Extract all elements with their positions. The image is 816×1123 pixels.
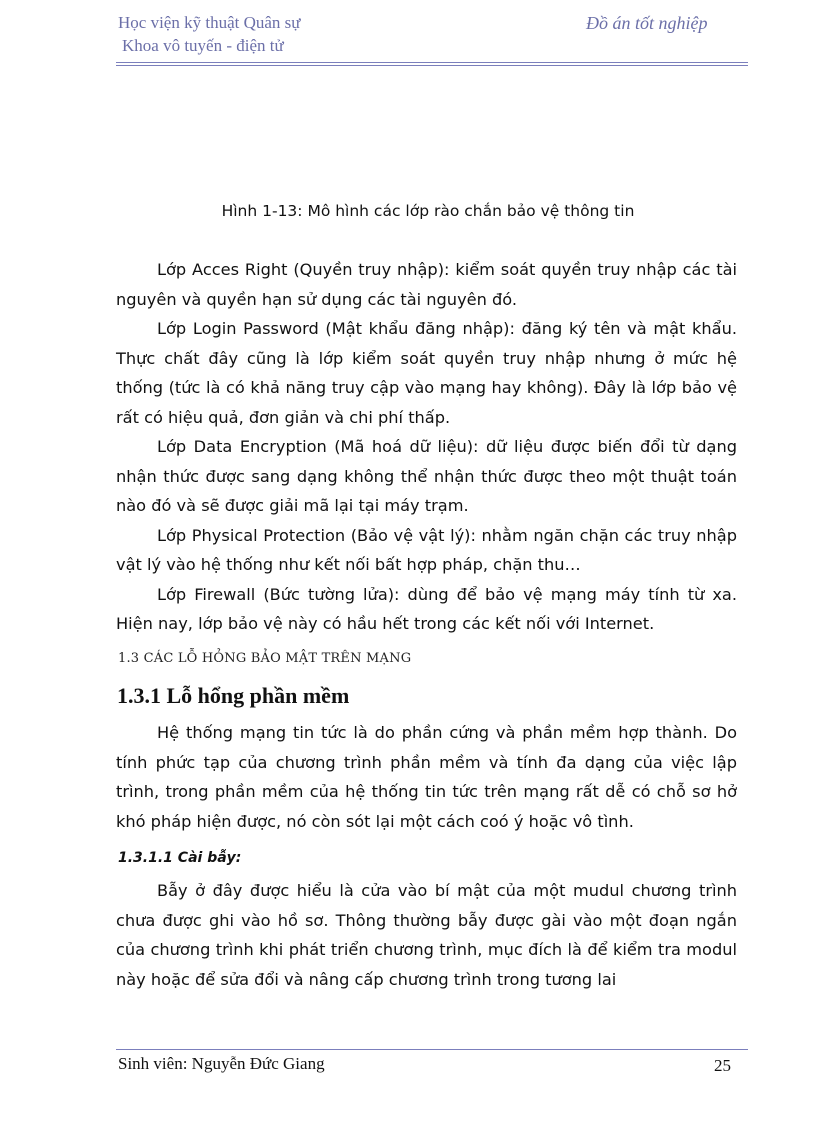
section-heading-1-3-1: 1.3.1 Lỗ hổng phần mềm <box>117 683 350 708</box>
header-faculty: Khoa vô tuyến - điện tử <box>122 36 284 55</box>
paragraph: Bẫy ở đây được hiểu là cửa vào bí mật của một mudul chương trình chưa được ghi vào hồ sơ. Thông thường bẫy được gài vào một đoạn ngắn của chương trình khi phát triển chương trình, mục đích là để kiểm tra modul này hoặc để sửa đổi và nâng cấp chương trình trong tương lai <box>116 881 737 989</box>
section-heading-1-3-1-1: 1.3.1.1 Cài bẫy: <box>118 850 242 866</box>
protection-layers-text <box>116 255 737 639</box>
trapdoor-text <box>116 876 737 994</box>
footer-rule <box>116 1049 748 1050</box>
paragraph: Lớp Physical Protection (Bảo vệ vật lý): nhằm ngăn chặn các truy nhập vật lý vào hệ thống như kết nối bất hợp pháp, chặn thu… <box>116 525 737 574</box>
page-number: 25 <box>714 1056 731 1075</box>
header-institution: Học viện kỹ thuật Quân sự <box>118 13 301 32</box>
header-rule-secondary <box>116 65 748 66</box>
paragraph: Lớp Data Encryption (Mã hoá dữ liệu): dữ liệu được biến đổi từ dạng nhận thức được sang dạng không thể nhận thức được theo một thuật toán nào đó và sẽ được giải mã lại tại máy trạm. <box>116 437 737 515</box>
figure-caption: Hình 1-13: Mô hình các lớp rào chắn bảo vệ thông tin <box>221 202 635 220</box>
header-doc-type: Đồ án tốt nghiệp <box>586 13 708 33</box>
paragraph: Lớp Firewall (Bức tường lửa): dùng để bảo vệ mạng máy tính từ xa. Hiện nay, lớp bảo vệ này có hầu hết trong các kết nối với Internet. <box>116 584 737 633</box>
paragraph: Lớp Login Password (Mật khẩu đăng nhập): đăng ký tên và mật khẩu. Thực chất đây cũng là lớp kiểm soát quyền truy nhập nhưng ở mức hệ thống (tức là có khả năng truy cập vào mạng hay không). Đây là lớp bảo vệ rất có hiệu quả, đơn giản và chi phí thấp. <box>116 319 737 427</box>
paragraph: Hệ thống mạng tin tức là do phần cứng và phần mềm hợp thành. Do tính phức tạp của chương trình phần mềm và tính đa dạng của việc lập trình, trong phần mềm của hệ thống tin tức trên mạng rất dễ có chỗ sơ hở khó pháp hiện được, nó còn sót lại một cách coó ý hoặc vô tình. <box>116 723 737 831</box>
software-vulnerability-text <box>116 718 737 836</box>
section-heading-1-3: 1.3 CÁC LỖ HỎNG BẢO MẬT TRÊN MẠNG <box>118 651 412 666</box>
header-rule <box>116 62 748 63</box>
paragraph: Lớp Acces Right (Quyền truy nhập): kiểm soát quyền truy nhập các tài nguyên và quyền hạn sử dụng các tài nguyên đó. <box>116 260 737 309</box>
footer-student: Sinh viên: Nguyễn Đức Giang <box>118 1054 325 1073</box>
